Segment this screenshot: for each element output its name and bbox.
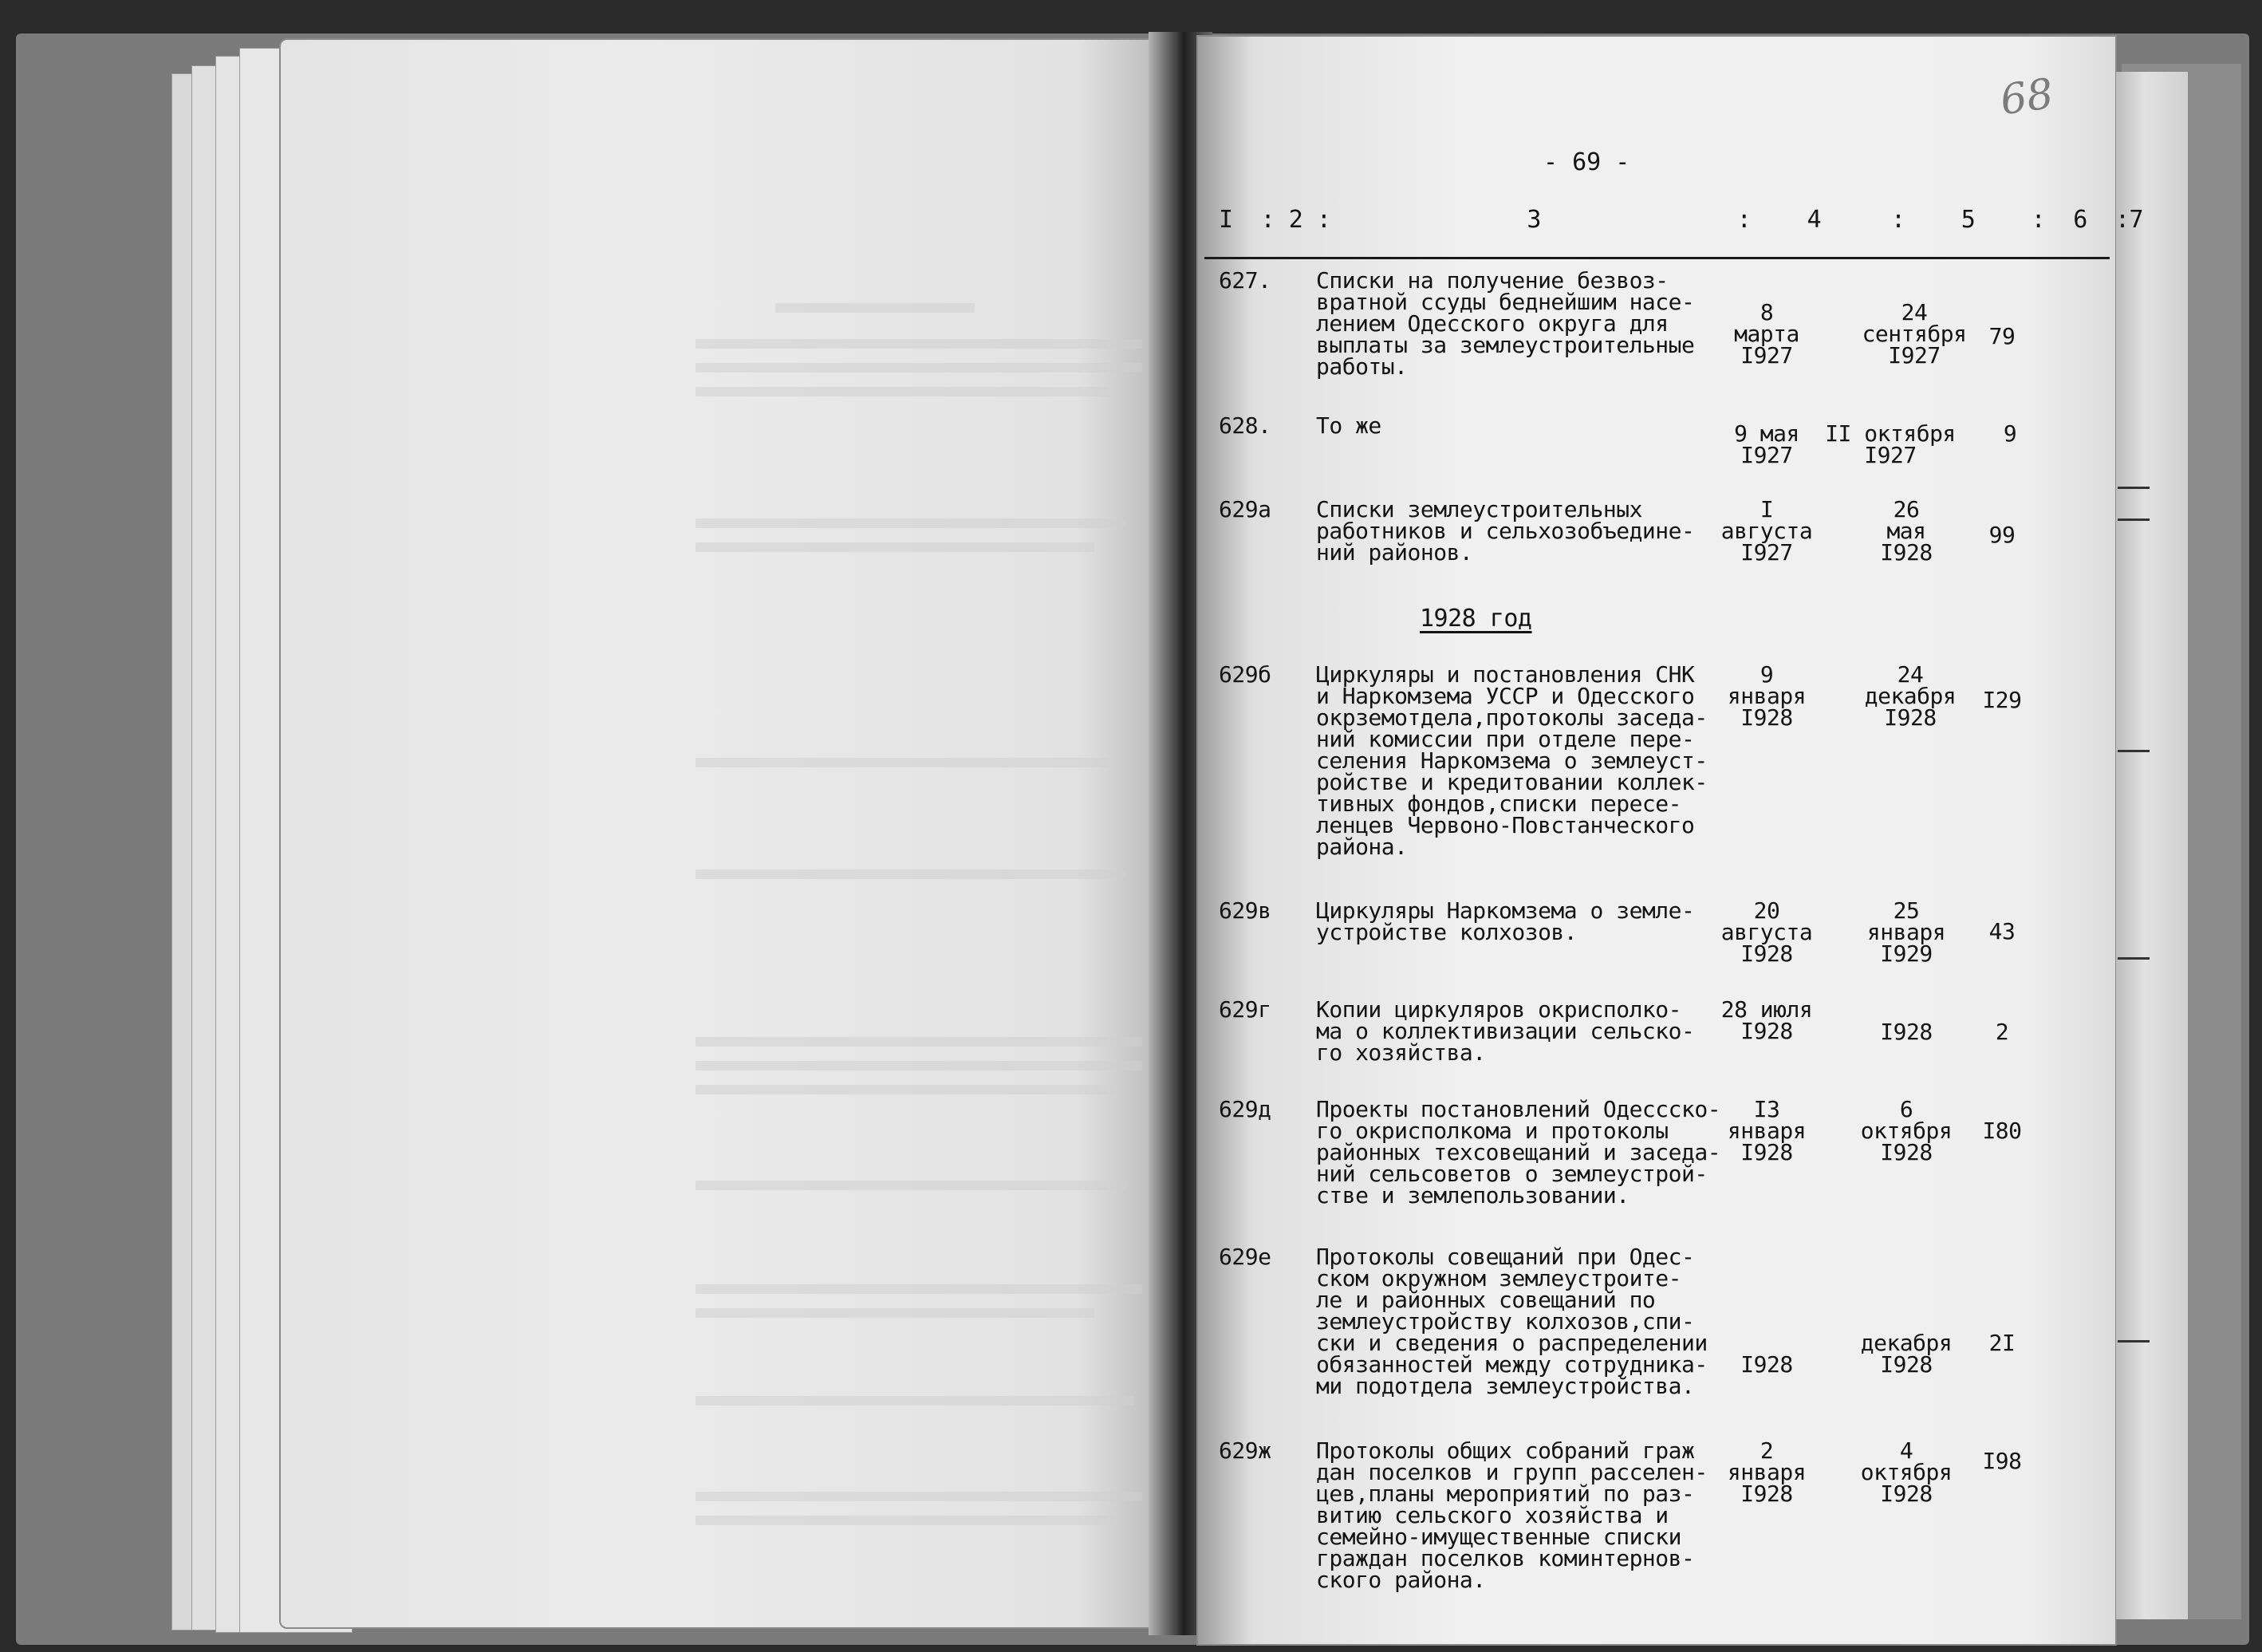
- entry-start-date: I928: [1740, 1351, 1793, 1378]
- entry-end-date: 25 января I929: [1866, 897, 1946, 967]
- entry-number: 629е: [1219, 1244, 1271, 1270]
- bleed-through-text: [775, 303, 975, 313]
- entry-sheet-count: I29: [1982, 687, 2022, 713]
- entry-title: Циркуляры и постановления СНК и Наркомзема УССР и Одесского окрземотдела,протоколы заседа- ний комиссии при отделе пере- селения Наркомзема о землеуст- ройстве и кредитовании коллек- тивных фондов,списки пересе- ленцев Червоно-Повстанческого района.: [1316, 661, 1708, 860]
- entry-end-date: I928: [1880, 1019, 1933, 1045]
- entry-sheet-count: 99: [1988, 522, 2016, 548]
- bleed-through-text: [696, 1516, 1118, 1525]
- entry-number: 629ж: [1219, 1437, 1271, 1464]
- entry-number: 629а: [1219, 496, 1271, 522]
- entry-end-date: 4 октября I928: [1860, 1437, 1953, 1507]
- entry-end-date: декабря I928: [1860, 1330, 1953, 1378]
- entry-number: 629г: [1219, 996, 1271, 1023]
- entry-number: 629б: [1219, 661, 1271, 688]
- bleed-through-text: [696, 1085, 1118, 1094]
- margin-mark: [2118, 957, 2150, 960]
- entry-title: Списки на получение безвоз- вратной ссуды беднейшим насе- лением Одесского округа для выплаты за землеустроительные работы.: [1316, 267, 1695, 380]
- entry-sheet-count: 79: [1988, 323, 2016, 349]
- entry-title: Копии циркуляров окрисполко- ма о коллективизации сельско- го хозяйства.: [1316, 996, 1695, 1066]
- bleed-through-text: [696, 518, 1126, 528]
- bleed-through-text: [696, 758, 1110, 767]
- entry-start-date: 2 января I928: [1727, 1437, 1807, 1507]
- entry-title: Циркуляры Наркомзема о земле- устройстве колхозов.: [1316, 897, 1695, 945]
- entry-sheet-count: 9: [2003, 420, 2017, 447]
- entry-sheet-count: I98: [1982, 1448, 2022, 1474]
- entry-number: 628.: [1219, 412, 1271, 439]
- bleed-through-text: [696, 1396, 1134, 1406]
- header-rule: [1204, 257, 2110, 259]
- margin-mark: [2118, 750, 2150, 752]
- bleed-through-text: [696, 542, 1094, 552]
- entry-start-date: 28 июля I928: [1720, 996, 1813, 1044]
- entry-title: Протоколы общих собраний граж дан поселков и групп расселен- цев,планы мероприятий по раз- витию сельского хозяйства и семейно-имущественные списки граждан поселков коминтернов- ского района.: [1316, 1437, 1708, 1593]
- entry-title: Списки землеустроительных работников и сельхозобъедине- ний районов.: [1316, 496, 1695, 566]
- bleed-through-text: [696, 1061, 1142, 1070]
- entry-start-date: 9 января I928: [1727, 661, 1807, 731]
- bleed-through-text: [696, 869, 1126, 879]
- entry-start-date: 9 мая I927: [1734, 420, 1799, 468]
- entry-title: То же: [1316, 412, 1381, 439]
- entry-end-date: 6 октября I928: [1860, 1096, 1953, 1165]
- margin-mark: [2118, 1340, 2150, 1342]
- bleed-through-text: [696, 363, 1142, 373]
- entry-start-date: 8 марта I927: [1734, 299, 1799, 369]
- margin-mark: [2118, 518, 2150, 521]
- bleed-through-text: [696, 1492, 1142, 1501]
- bleed-through-text: [696, 1037, 1142, 1047]
- year-heading: 1928 год: [1420, 605, 1532, 633]
- margin-mark: [2118, 487, 2150, 489]
- entry-start-date: I августа I927: [1720, 496, 1813, 566]
- entry-end-date: 24 сентября I927: [1862, 299, 1967, 369]
- entry-end-date: II октября I927: [1825, 420, 1956, 468]
- entry-sheet-count: 43: [1988, 918, 2016, 944]
- bleed-through-text: [696, 1308, 1094, 1318]
- entry-end-date: 26 мая I928: [1880, 496, 1933, 566]
- bleed-through-text: [696, 1181, 1126, 1190]
- column-header: I : 2 : 3 : 4 : 5 : 6 :7: [1219, 206, 2144, 234]
- left-page: [279, 38, 1168, 1629]
- entry-end-date: 24 декабря I928: [1864, 661, 1957, 731]
- pencil-folio-number: 68: [1997, 69, 2057, 125]
- entry-sheet-count: 2: [1995, 1019, 2009, 1045]
- entry-sheet-count: I80: [1982, 1118, 2022, 1144]
- entry-start-date: I3 января I928: [1727, 1096, 1807, 1165]
- entry-number: 627.: [1219, 267, 1271, 294]
- entry-sheet-count: 2I: [1988, 1330, 2016, 1356]
- bleed-through-text: [696, 387, 1110, 396]
- entry-number: 629д: [1219, 1096, 1271, 1122]
- entry-title: Проекты постановлений Одессско- го окрисполкома и протоколы районных техсовещаний и заседа- ний сельсоветов о землеустрой- стве и землепользовании.: [1316, 1096, 1721, 1208]
- entry-number: 629в: [1219, 897, 1271, 924]
- bleed-through-text: [696, 1284, 1142, 1294]
- page-number: - 69 -: [1543, 148, 1630, 176]
- entry-title: Протоколы совещаний при Одес- ском окружном землеустроите- ле и районных совещаний по землеустройству колхозов,спи- ски и сведения о распределении обязанностей между сотрудника- ми подотдела землеустройства.: [1316, 1244, 1708, 1399]
- bleed-through-text: [696, 339, 1142, 349]
- next-page-edge: [2115, 72, 2188, 1619]
- entry-start-date: 20 августа I928: [1720, 897, 1813, 967]
